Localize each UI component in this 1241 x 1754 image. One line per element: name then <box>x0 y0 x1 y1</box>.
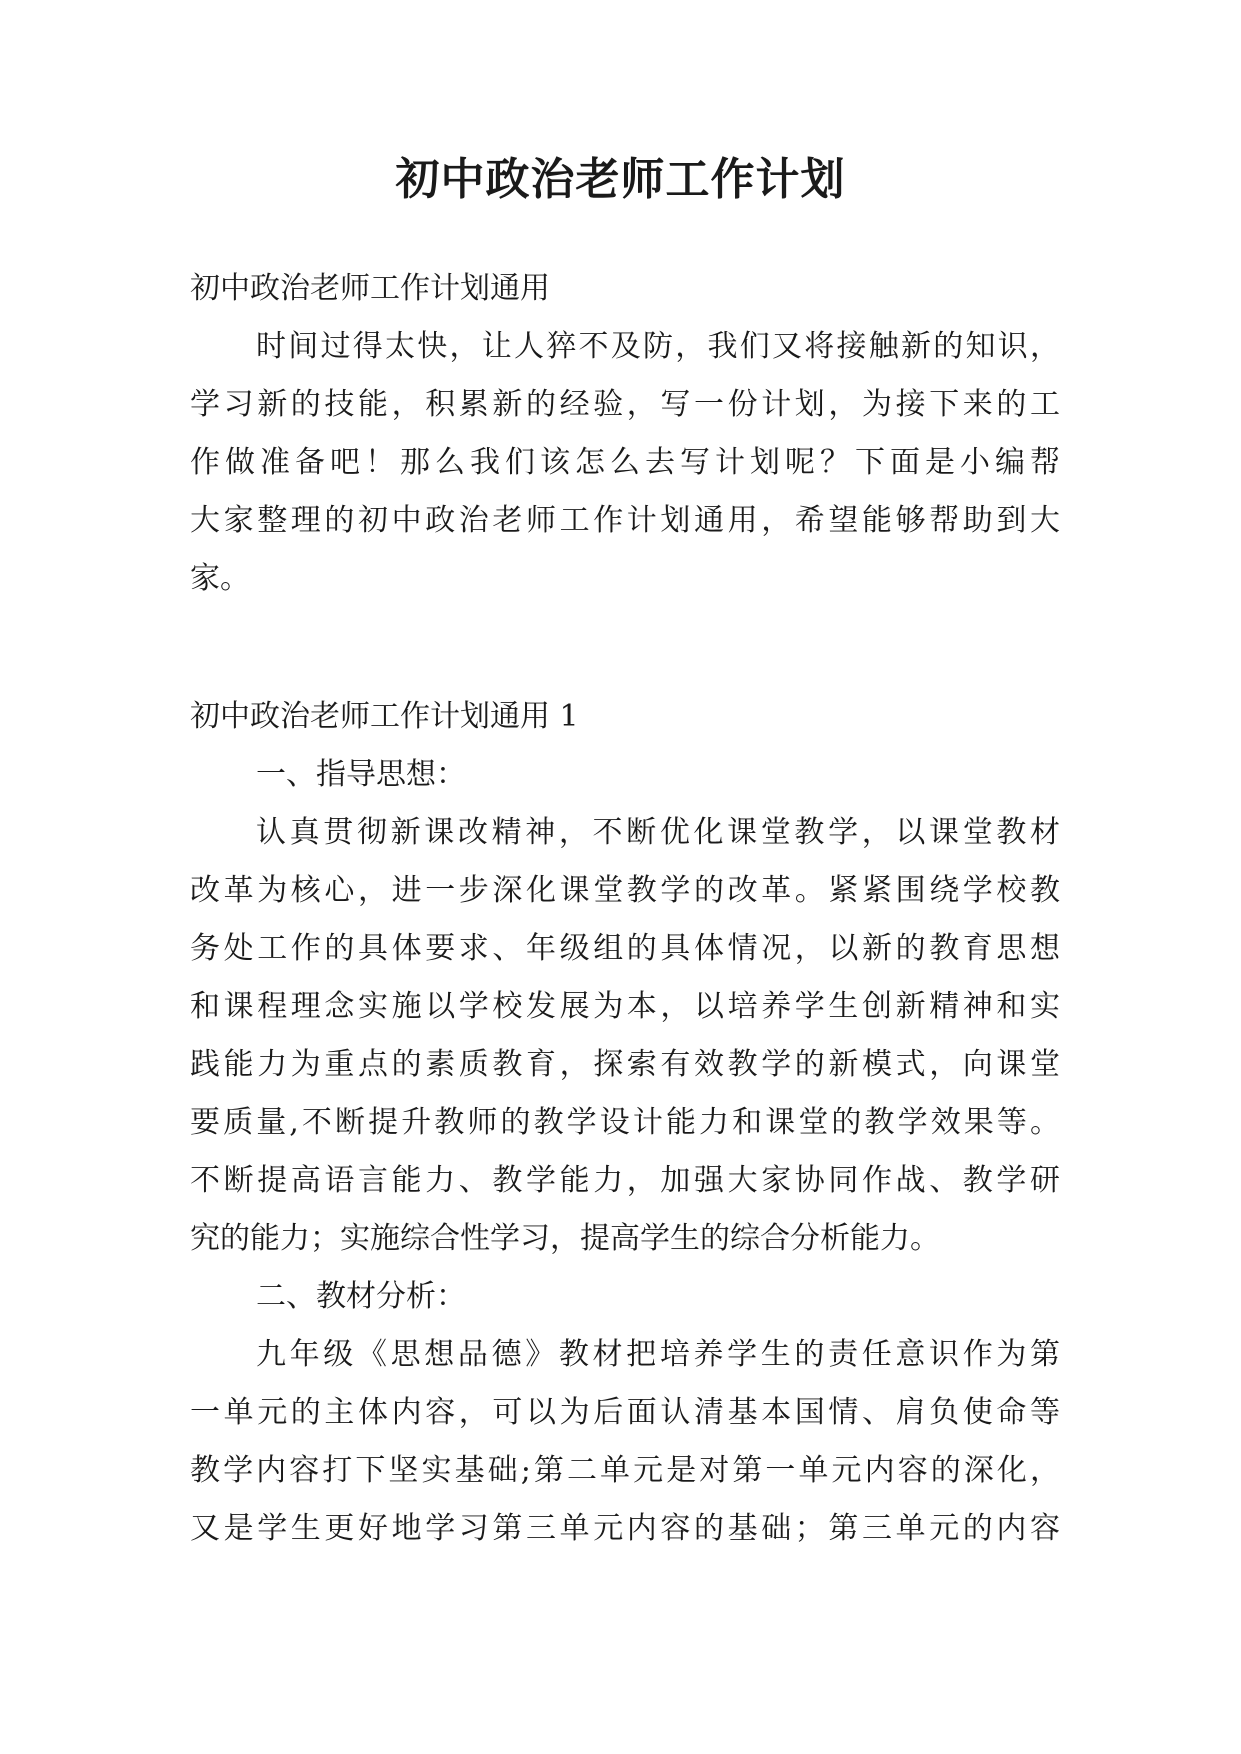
paragraph-line: 一单元的主体内容，可以为后面认清基本国情、肩负使命等 <box>190 1395 1060 1430</box>
section-heading: 二、教材分析： <box>256 1279 466 1314</box>
paragraph-line: 认真贯彻新课改精神，不断优化课堂教学，以课堂教材 <box>256 815 1060 850</box>
paragraph-line: 要质量,不断提升教师的教学设计能力和课堂的教学效果等。 <box>190 1105 1060 1140</box>
intro-line: 时间过得太快，让人猝不及防，我们又将接触新的知识， <box>256 329 1060 364</box>
paragraph-line: 教学内容打下坚实基础;第二单元是对第一单元内容的深化， <box>190 1453 1060 1488</box>
section-heading: 一、指导思想： <box>256 757 466 792</box>
paragraph-line: 究的能力；实施综合性学习，提高学生的综合分析能力。 <box>190 1221 940 1256</box>
section-title: 初中政治老师工作计划通用 1 <box>190 699 579 734</box>
paragraph-line: 务处工作的具体要求、年级组的具体情况，以新的教育思想 <box>190 931 1060 966</box>
paragraph-line: 又是学生更好地学习第三单元内容的基础；第三单元的内容 <box>190 1511 1060 1546</box>
paragraph-line: 和课程理念实施以学校发展为本，以培养学生创新精神和实 <box>190 989 1060 1024</box>
document-subtitle: 初中政治老师工作计划通用 <box>190 271 550 306</box>
paragraph-line: 改革为核心，进一步深化课堂教学的改革。紧紧围绕学校教 <box>190 873 1060 908</box>
intro-line: 作做准备吧！那么我们该怎么去写计划呢？下面是小编帮 <box>190 445 1060 480</box>
paragraph-line: 不断提高语言能力、教学能力，加强大家协同作战、教学研 <box>190 1163 1060 1198</box>
document-title: 初中政治老师工作计划 <box>395 154 846 205</box>
intro-line: 家。 <box>190 561 250 596</box>
paragraph-line: 九年级《思想品德》教材把培养学生的责任意识作为第 <box>256 1337 1060 1372</box>
intro-line: 学习新的技能，积累新的经验，写一份计划，为接下来的工 <box>190 387 1060 422</box>
document-body <box>190 260 1060 1558</box>
paragraph-line: 践能力为重点的素质教育，探索有效教学的新模式，向课堂 <box>190 1047 1060 1082</box>
intro-line: 大家整理的初中政治老师工作计划通用，希望能够帮助到大 <box>190 503 1060 538</box>
section-gap <box>190 608 1060 688</box>
